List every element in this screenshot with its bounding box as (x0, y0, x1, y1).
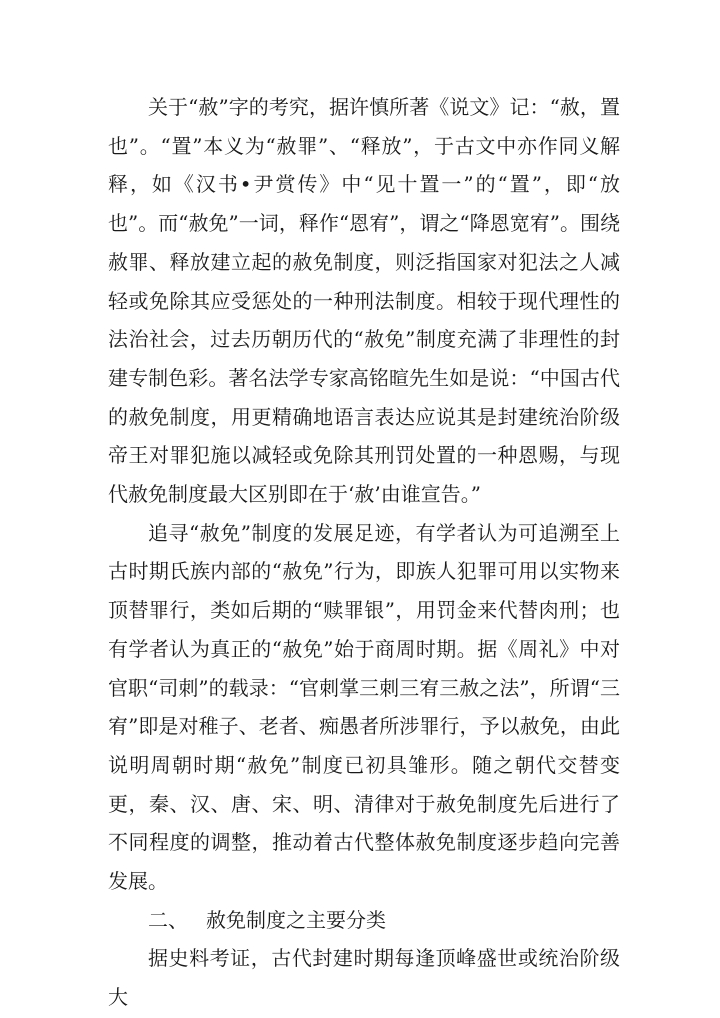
paragraph-2: 追寻“赦免”制度的发展足迹，有学者认为可追溯至上古时期氏族内部的“赦免”行为，即族人犯罪可用以实物来顶替罪行，类如后期的“赎罪银”，用罚金来代替肉刑；也有学者认为真正的“赦免”始于商周时期。据《周礼》中对官职“司刺”的载录：“官刺掌三刺三宥三赦之法”，所谓“三宥”即是对稚子、老者、痴愚者所涉罪行，予以赦免，由此说明周朝时期“赦免”制度已初具雏形。随之朝代交替变更，秦、汉、唐、宋、明、清律对于赦免制度先后进行了不同程度的调整，推动着古代整体赦免制度逐步趋向完善发展。 (108, 520, 620, 894)
paragraph-3: 据史料考证，古代封建时期每逢顶峰盛世或统治阶级大 (108, 946, 620, 1010)
section-heading (108, 901, 620, 940)
section-heading-number: 二、 (148, 907, 188, 932)
section-heading-title: 赦免制度之主要分类 (206, 907, 386, 932)
document-body (108, 88, 620, 1017)
paragraph-1: 关于“赦”字的考究，据许慎所著《说文》记：“赦，置也”。“置”本义为“赦罪”、“释放”，于古文中亦作同义解释，如《汉书•尹赏传》中“见十置一”的“置”，即“放也”。而“赦免”一词，释作“恩宥”，谓之“降恩宽宥”。围绕赦罪、释放建立起的赦免制度，则泛指国家对犯法之人减轻或免除其应受惩处的一种刑法制度。相较于现代理性的法治社会，过去历朝历代的“赦免”制度充满了非理性的封建专制色彩。著名法学专家高铭暄先生如是说：“中国古代的赦免制度，用更精确地语言表达应说其是封建统治阶级帝王对罪犯施以减轻或免除其刑罚处置的一种恩赐，与现代赦免制度最大区别即在于‘赦’由谁宣告。” (108, 95, 620, 507)
